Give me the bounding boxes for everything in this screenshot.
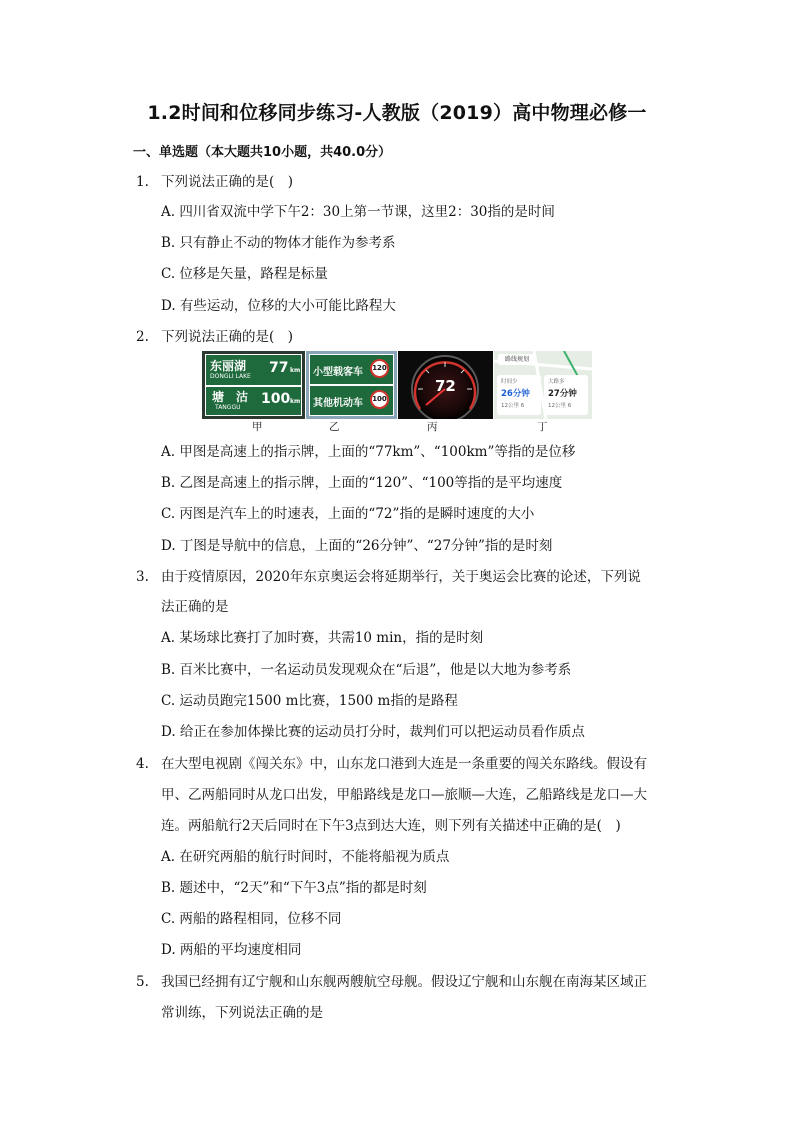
option-a: A. 在研究两船的航行时间时，不能将船视为质点: [161, 849, 450, 865]
option-c: C. 位移是矢量，路程是标量: [161, 266, 328, 282]
question-stem: 下列说法正确的是( ): [161, 174, 294, 190]
green-sign-board: [205, 354, 302, 416]
route-left-info: 12公里 6: [501, 403, 525, 409]
figure-labels: [202, 419, 592, 433]
question-stem-cont: 连。两船航行2天后同时在下午3点到达大连，则下列有关描述中正确的是( ): [161, 818, 621, 834]
vehicle-type-2: 其他机动车: [313, 398, 363, 409]
question-stem: 下列说法正确的是( ): [161, 329, 294, 345]
sign-destination-2: 塘 沽: [212, 390, 249, 404]
sign-unit-1: km: [290, 367, 301, 374]
option-b: B. 百米比赛中，一名运动员发现观众在“后退”，他是以大地为参考系: [161, 662, 572, 678]
figure-bing-speedometer: [398, 351, 493, 419]
figure-strip: [202, 351, 592, 419]
option-c: C. 丙图是汽车上的时速表，上面的“72”指的是瞬时速度的大小: [161, 506, 535, 522]
figure-ding-navigation: [494, 351, 592, 419]
figure-yi-speed-sign: [306, 351, 397, 419]
question-stem-cont: 甲、乙两船同时从龙口出发，甲船路线是龙口—旅顺—大连，乙船路线是龙口—大: [161, 787, 647, 803]
figure-label-ding: 丁: [537, 421, 548, 433]
option-c: C. 运动员跑完1500 m比赛，1500 m指的是路程: [161, 693, 458, 709]
speed-readout: 72: [435, 377, 456, 395]
question-stem-cont: 常训练，下列说法正确的是: [161, 1005, 323, 1021]
sign-distance-2: 100: [261, 391, 291, 407]
sign-divider: [310, 384, 393, 386]
question-number: 1.: [136, 174, 149, 190]
question-stem: 由于疫情原因，2020年东京奥运会将延期举行，关于奥运会比赛的论述，下列说: [161, 569, 641, 585]
sign-distance-1: 77: [269, 360, 289, 376]
route-left-time: 26分钟: [501, 389, 530, 399]
option-b: B. 只有静止不动的物体才能作为参考系: [161, 235, 396, 251]
question-number: 4.: [136, 756, 149, 772]
option-d: D. 给正在参加体操比赛的运动员打分时，裁判们可以把运动员看作质点: [161, 724, 585, 740]
speed-limit-120-icon: 120: [370, 359, 389, 378]
question-number: 2.: [136, 329, 149, 345]
figure-label-jia: 甲: [252, 421, 263, 433]
option-b: B. 题述中，“2天”和“下午3点”指的都是时刻: [161, 880, 427, 896]
sign-unit-2: km: [290, 398, 301, 405]
option-a: A. 四川省双流中学下午2：30上第一节课，这里2：30指的是时间: [161, 204, 555, 220]
option-d: D. 两船的平均速度相同: [161, 942, 302, 958]
question-number: 3.: [136, 569, 149, 585]
option-d: D. 有些运动，位移的大小可能比路程大: [161, 298, 396, 314]
option-b: B. 乙图是高速上的指示牌，上面的“120”、“100等指的是平均速度: [161, 475, 563, 491]
question-number: 5.: [136, 974, 149, 990]
question-stem: 我国已经拥有辽宁舰和山东舰两艘航空母舰。假设辽宁舰和山东舰在南海某区域正: [161, 974, 647, 990]
page-title: 1.2时间和位移同步练习-人教版（2019）高中物理必修一: [147, 102, 647, 124]
sign-divider: [206, 385, 301, 387]
route-option-right: [544, 375, 588, 415]
speed-limit-100-icon: 100: [370, 390, 389, 409]
vehicle-type-1: 小型载客车: [313, 367, 363, 378]
option-c: C. 两船的路程相同，位移不同: [161, 911, 342, 927]
option-d: D. 丁图是导航中的信息，上面的“26分钟”、“27分钟”指的是时刻: [161, 538, 553, 554]
question-stem-cont: 法正确的是: [161, 599, 229, 615]
sign-destination-1-en: DONGLI LAKE: [210, 373, 251, 380]
question-stem: 在大型电视剧《闯关东》中，山东龙口港到大连是一条重要的闯关东路线。假设有: [161, 756, 647, 772]
figure-jia-guide-sign: [202, 351, 305, 419]
route-right-info: 12公里 6: [548, 403, 572, 409]
figure-label-yi: 乙: [329, 421, 340, 433]
route-header: 路线规划: [498, 354, 536, 365]
option-a: A. 某场球比赛打了加时赛，共需10 min，指的是时刻: [161, 630, 484, 646]
figure-label-bing: 丙: [427, 421, 438, 433]
sign-destination-1: 东丽湖: [210, 359, 247, 373]
route-right-time: 27分钟: [548, 389, 577, 399]
route-right-label: 大路多: [548, 379, 565, 385]
green-speed-board: [309, 354, 394, 416]
route-left-label: 时间少: [501, 379, 518, 385]
sign-destination-2-en: TANGGU: [215, 404, 241, 411]
route-option-left: [497, 375, 541, 415]
section-heading: 一、单选题（本大题共10小题，共40.0分）: [133, 145, 392, 160]
option-a: A. 甲图是高速上的指示牌，上面的“77km”、“100km”等指的是位移: [161, 444, 576, 460]
